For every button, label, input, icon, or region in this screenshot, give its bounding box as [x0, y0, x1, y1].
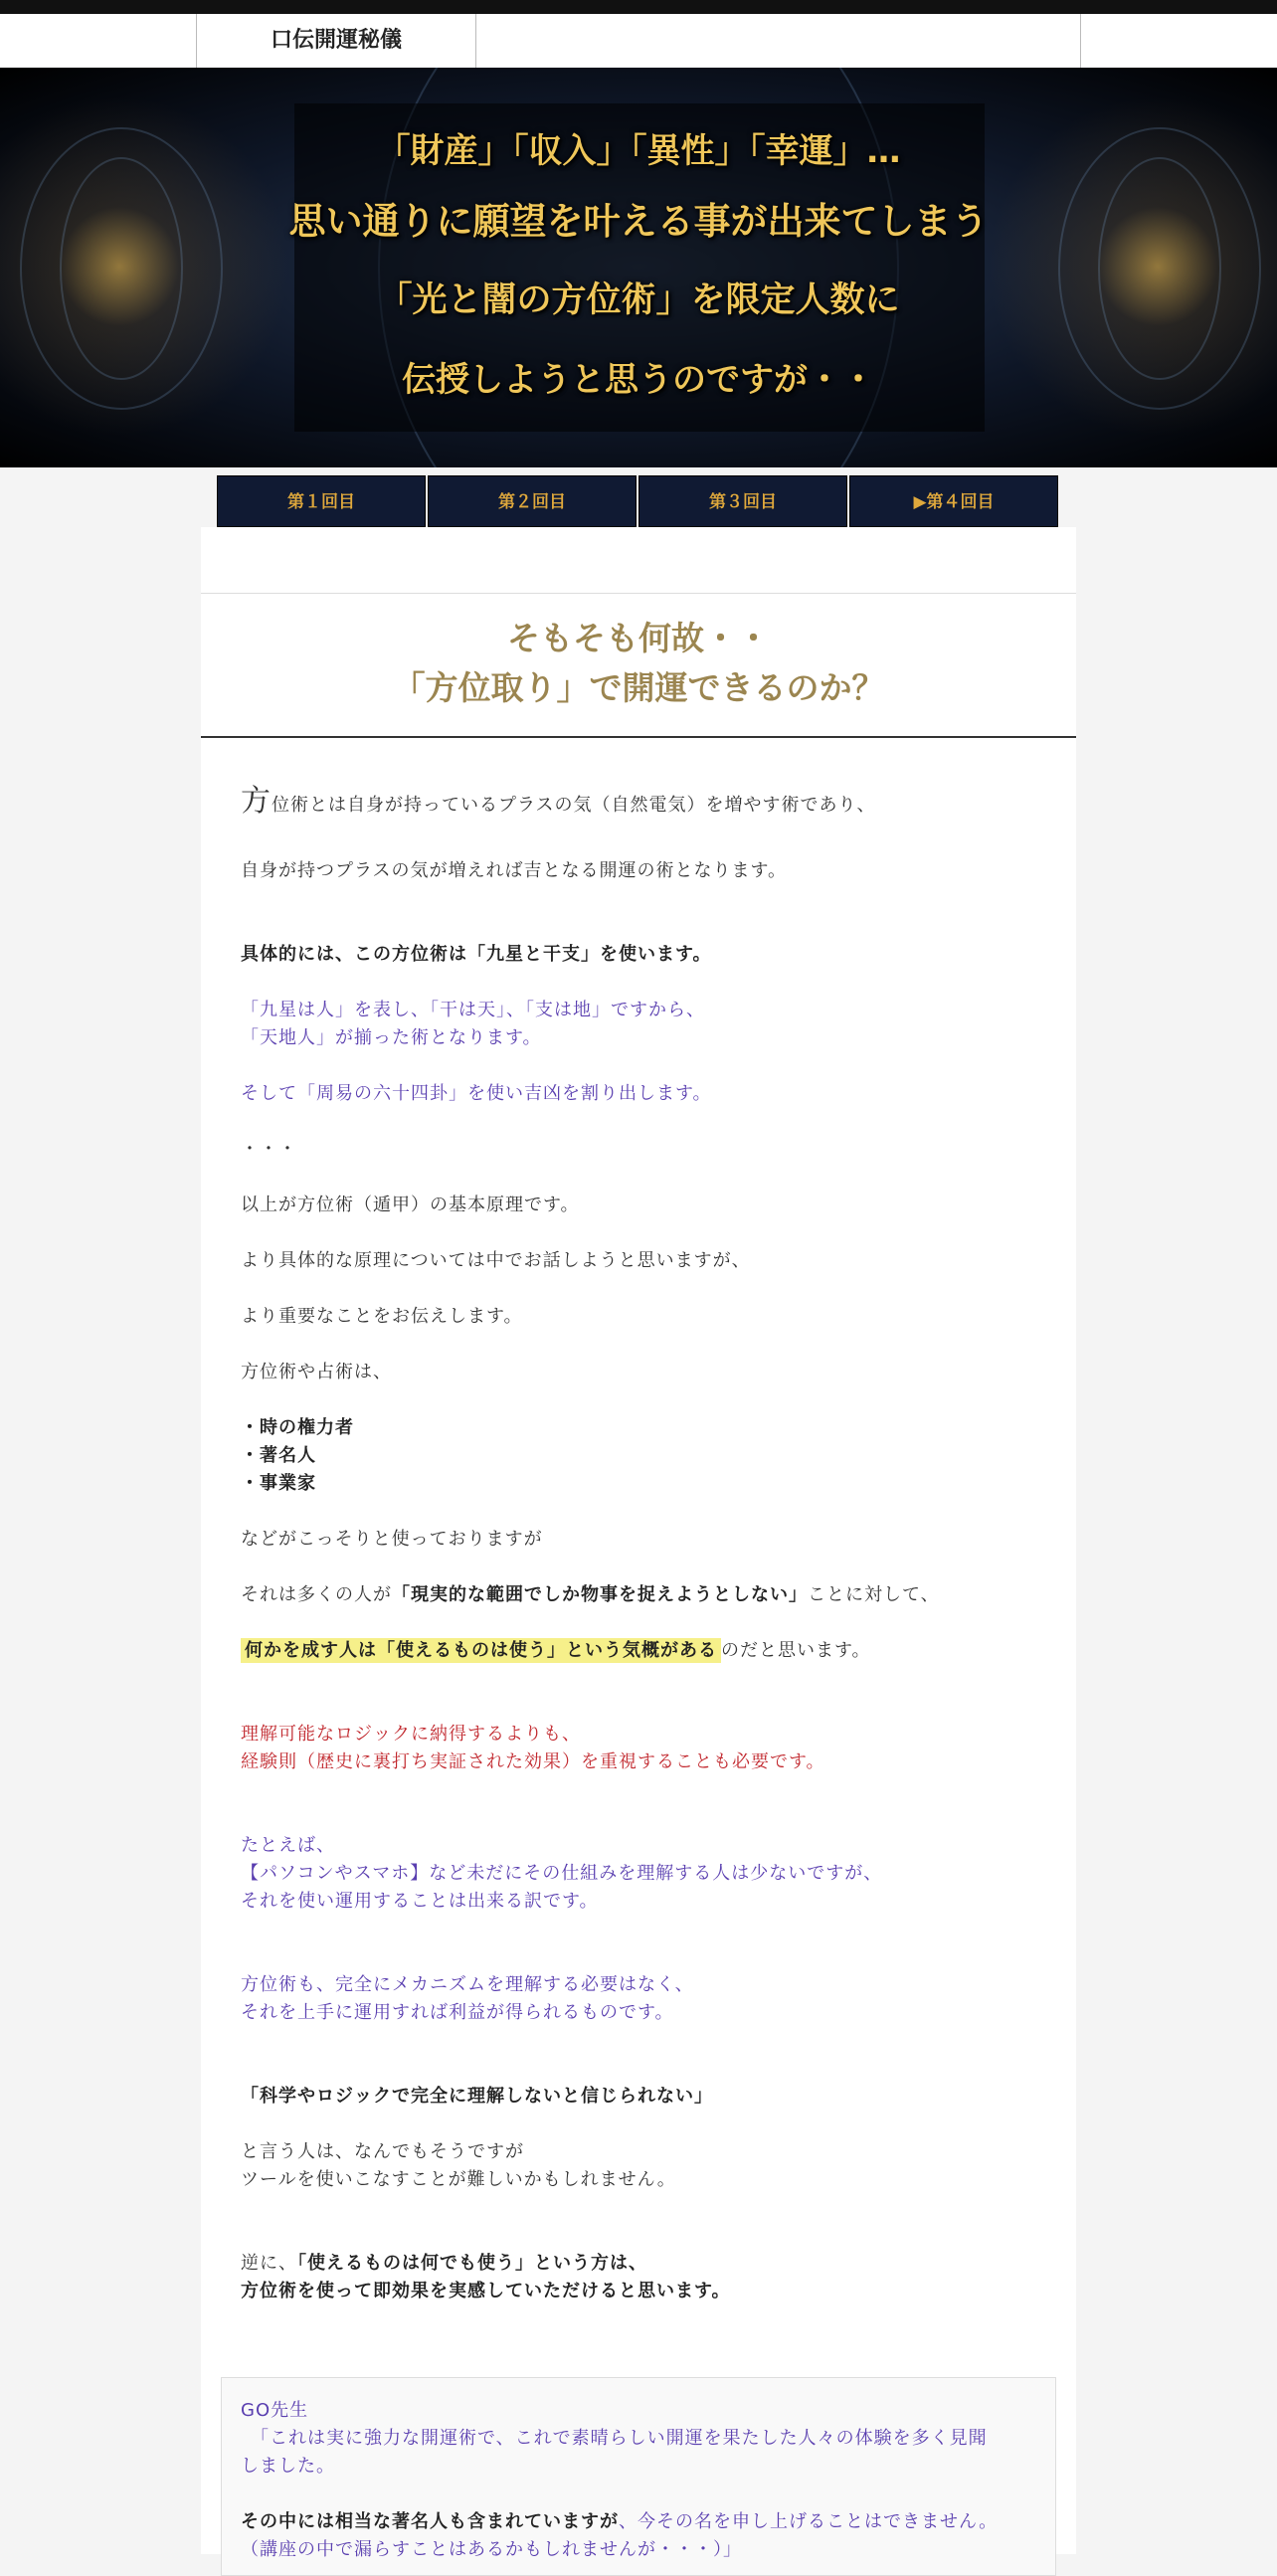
- paragraph: たとえば、: [241, 1835, 335, 1856]
- paragraph: ツールを使いこなすことが難しいかもしれません。: [241, 2169, 676, 2190]
- section-divider: [201, 593, 1076, 594]
- emphasis-text: 「使えるものは何でも使う」という方は、: [297, 2253, 647, 2274]
- paragraph: 「九星は人」を表し、「干は天」、「支は地」ですから、: [241, 1000, 705, 1020]
- paragraph: 方位術も、完全にメカニズムを理解する必要はなく、: [241, 1974, 694, 1995]
- paragraph: 「科学やロジックで完全に理解しないと信じられない」: [241, 2086, 713, 2107]
- paragraph-text: のだと思います。: [721, 1640, 871, 1661]
- header-divider: [475, 14, 476, 68]
- paragraph: 具体的には、この方位術は「九星と干支」を使います。: [241, 944, 712, 965]
- paragraph: 以上が方位術（遁甲）の基本原理です。: [241, 1195, 580, 1215]
- emphasis-text: 「現実的な範囲でしか物事を捉えようとしない」: [392, 1584, 808, 1605]
- section-heading-line-1: そもそも何故・・: [507, 619, 770, 657]
- testimonial-text: 「これは実に強力な開運術で、これで素晴らしい開運を果たした人々の体験を多く見聞: [241, 2428, 988, 2449]
- paragraph: 方位術や占術は、: [241, 1362, 392, 1382]
- list-item: ・事業家: [241, 1473, 316, 1494]
- header-bar: [0, 14, 1277, 69]
- testimonial-text-rest: 、今その名を申し上げることはできません。: [619, 2511, 999, 2532]
- paragraph: より具体的な原理については中でお話しようと思いますが、: [241, 1250, 751, 1271]
- paragraph: と言う人は、なんでもそうですが: [241, 2141, 524, 2162]
- paragraph-text: それは多くの人が: [241, 1584, 392, 1605]
- paragraph: 理解可能なロジックに納得するよりも、: [241, 1724, 581, 1745]
- paragraph: 経験則（歴史に裏打ち実証された効果）を重視することも必要です。: [241, 1751, 825, 1772]
- testimonial-text: しました。: [241, 2456, 335, 2477]
- paragraph: 自身が持つプラスの気が増えれば吉となる開運の術となります。: [241, 860, 788, 881]
- paragraph: 「天地人」が揃った術となります。: [241, 1027, 542, 1048]
- drop-cap: 方: [241, 784, 272, 819]
- paragraph: 【パソコンやスマホ】など未だにその仕組みを理解する人は少ないですが、: [241, 1863, 883, 1884]
- paragraph: [241, 1581, 940, 1609]
- highlighted-text: 何かを成す人は「使えるものは使う」という気概がある: [241, 1638, 721, 1663]
- tab-episode-1[interactable]: 第１回目: [217, 475, 426, 527]
- tab-episode-2[interactable]: 第２回目: [428, 475, 637, 527]
- testimonial-author: GO先生: [241, 2400, 309, 2421]
- emphasis-text: その中には相当な著名人も含まれていますが: [241, 2511, 619, 2532]
- paragraph: ・・・: [241, 1139, 297, 1160]
- tab-episode-3[interactable]: 第３回目: [638, 475, 847, 527]
- hero-line-4: 伝授しようと思うのですが・・: [402, 360, 875, 400]
- testimonial-text: （講座の中で漏らすことはあるかもしれませんが・・・）」: [241, 2539, 742, 2560]
- paragraph-text: ことに対して、: [808, 1584, 940, 1605]
- paragraph: それを使い運用することは出来る訳です。: [241, 1891, 599, 1912]
- episode-tabs: [217, 475, 1058, 527]
- paragraph-text: 逆に、: [241, 2253, 297, 2274]
- hero-line-3: 「光と闇の方位術」を限定人数に: [377, 280, 900, 320]
- hero-line-1: 「財産」「収入」「異性」「幸運」…: [376, 131, 901, 171]
- paragraph: [241, 784, 876, 820]
- hero-line-2: 思い通りに願望を叶える事が出来てしまう: [288, 200, 989, 243]
- paragraph: 方位術を使って即効果を実感していただけると思います。: [241, 2281, 731, 2301]
- section-heading-line-2: 「方位取り」で開運できるのか？: [392, 668, 885, 707]
- heading-divider: [201, 736, 1076, 738]
- list-item: ・著名人: [241, 1445, 316, 1466]
- paragraph: より重要なことをお伝えします。: [241, 1306, 523, 1327]
- site-title[interactable]: 口伝開運秘儀: [270, 28, 402, 53]
- header-divider: [1080, 14, 1081, 68]
- hero-banner: [0, 68, 1277, 467]
- list-item: ・時の権力者: [241, 1417, 354, 1438]
- paragraph-text: 位術とは自身が持っているプラスの気（自然電気）を増やす術であり、: [272, 795, 876, 816]
- paragraph: などがこっそりと使っておりますが: [241, 1529, 543, 1550]
- tab-episode-4[interactable]: ▶第４回目: [849, 475, 1058, 527]
- testimonial-text: [241, 2508, 998, 2536]
- paragraph: それを上手に運用すれば利益が得られるものです。: [241, 2002, 674, 2023]
- paragraph: [241, 2250, 647, 2278]
- paragraph: そして「周易の六十四卦」を使い吉凶を割り出します。: [241, 1083, 712, 1104]
- top-bar: [0, 0, 1277, 14]
- paragraph: [241, 1637, 871, 1665]
